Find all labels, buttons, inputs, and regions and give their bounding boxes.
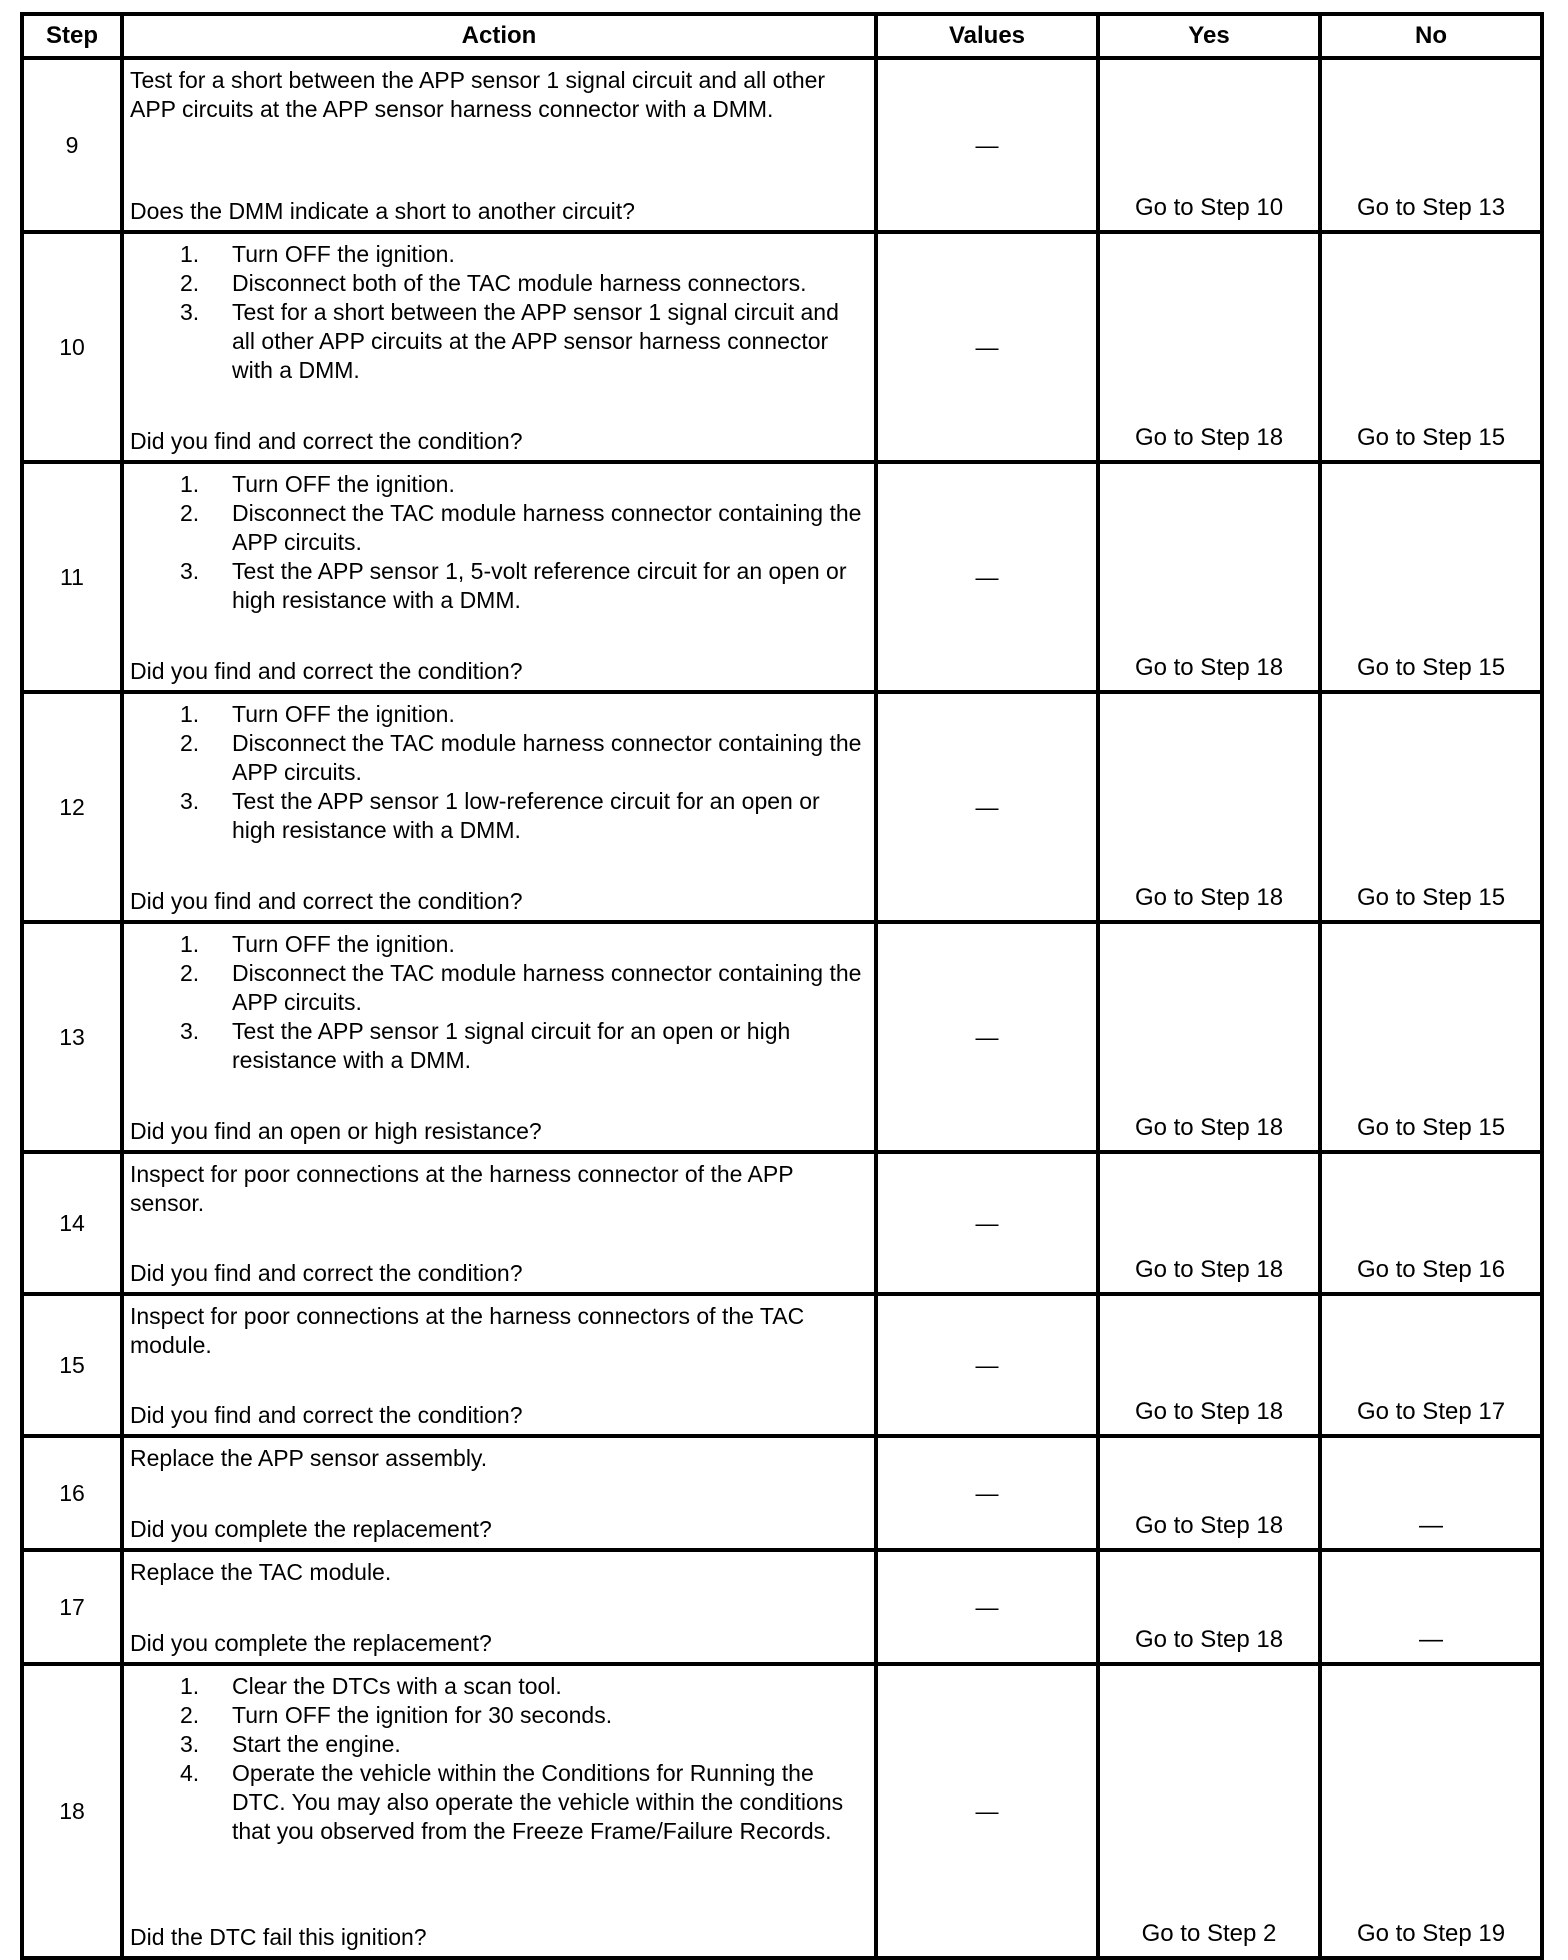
no-cell — [1320, 1436, 1542, 1550]
list-item-number: 1. — [180, 471, 200, 497]
action-cell — [122, 462, 876, 692]
list-item-number: 2. — [180, 1702, 200, 1728]
action-instruction: Replace the TAC module. — [130, 1559, 392, 1585]
list-item-number: 3. — [180, 1731, 200, 1757]
yes-cell — [1098, 1294, 1320, 1436]
list-item — [130, 1730, 868, 1759]
action-cell — [122, 1294, 876, 1436]
list-item-text: Turn OFF the ignition. — [232, 471, 455, 497]
list-item-number: 4. — [180, 1760, 200, 1786]
action-cell — [122, 1550, 876, 1664]
list-item-number: 1. — [180, 1673, 200, 1699]
no-cell — [1320, 58, 1542, 232]
yes-cell — [1098, 1664, 1320, 1958]
no-cell — [1320, 1152, 1542, 1294]
table-row — [22, 1436, 1542, 1550]
yes-action: Go to Step 18 — [1134, 1626, 1284, 1653]
values-cell: — — [876, 1436, 1098, 1550]
list-item — [130, 1672, 868, 1701]
action-steps-list — [130, 470, 868, 615]
action-instruction: Inspect for poor connections at the harness connectors of the TAC module. — [130, 1303, 805, 1358]
list-item-number: 2. — [180, 960, 200, 986]
list-item-number: 2. — [180, 730, 200, 756]
yes-action: Go to Step 18 — [1134, 1512, 1284, 1539]
table-row — [22, 1550, 1542, 1664]
table-row — [22, 462, 1542, 692]
list-item — [130, 729, 868, 787]
step-number: 12 — [22, 692, 122, 922]
header-values: Values — [876, 14, 1098, 58]
table-row — [22, 1152, 1542, 1294]
list-item — [130, 700, 868, 729]
list-item-text: Operate the vehicle within the Conditions for Running the DTC. You may also operate the vehicle within the conditions that you observed from the Freeze Frame/Failure Records. — [232, 1760, 844, 1844]
header-action: Action — [122, 14, 876, 58]
step-number: 16 — [22, 1436, 122, 1550]
action-steps-list — [130, 1672, 868, 1846]
action-question: Does the DMM indicate a short to another circuit? — [130, 198, 635, 224]
list-item — [130, 787, 868, 845]
list-item-text: Test the APP sensor 1 signal circuit for an open or high resistance with a DMM. — [232, 1018, 791, 1073]
no-action: Go to Step 19 — [1356, 1920, 1506, 1947]
list-item-number: 3. — [180, 788, 200, 814]
table-row — [22, 922, 1542, 1152]
yes-cell — [1098, 232, 1320, 462]
table-row — [22, 692, 1542, 922]
yes-action: Go to Step 18 — [1134, 1256, 1284, 1283]
yes-cell — [1098, 58, 1320, 232]
table-row — [22, 232, 1542, 462]
table-row — [22, 1664, 1542, 1958]
yes-cell — [1098, 1550, 1320, 1664]
action-instruction: Replace the APP sensor assembly. — [130, 1445, 488, 1471]
step-number: 9 — [22, 58, 122, 232]
no-action: Go to Step 13 — [1356, 194, 1506, 221]
yes-cell — [1098, 1436, 1320, 1550]
table-row — [22, 58, 1542, 232]
list-item — [130, 499, 868, 557]
list-item-number: 1. — [180, 931, 200, 957]
values-cell: — — [876, 1550, 1098, 1664]
yes-action: Go to Step 18 — [1134, 1398, 1284, 1425]
action-cell — [122, 1152, 876, 1294]
no-action: Go to Step 15 — [1356, 1114, 1506, 1141]
values-cell: — — [876, 232, 1098, 462]
list-item-text: Turn OFF the ignition. — [232, 931, 455, 957]
action-question: Did you complete the replacement? — [130, 1516, 492, 1542]
list-item-number: 3. — [180, 558, 200, 584]
header-no: No — [1320, 14, 1542, 58]
values-cell: — — [876, 1664, 1098, 1958]
action-cell — [122, 58, 876, 232]
diagnostic-table — [20, 12, 1544, 1960]
list-item-text: Start the engine. — [232, 1731, 401, 1757]
no-cell — [1320, 922, 1542, 1152]
list-item-number: 3. — [180, 299, 200, 325]
values-cell: — — [876, 922, 1098, 1152]
list-item — [130, 557, 868, 615]
list-item — [130, 1017, 868, 1075]
action-cell — [122, 922, 876, 1152]
no-cell — [1320, 1550, 1542, 1664]
action-cell — [122, 692, 876, 922]
no-cell — [1320, 692, 1542, 922]
list-item — [130, 269, 868, 298]
no-action: — — [1419, 1626, 1443, 1653]
list-item-text: Test the APP sensor 1, 5-volt reference circuit for an open or high resistance with a DMM. — [232, 558, 847, 613]
yes-cell — [1098, 462, 1320, 692]
no-action: Go to Step 17 — [1356, 1398, 1506, 1425]
list-item-text: Disconnect the TAC module harness connector containing the APP circuits. — [232, 960, 862, 1015]
action-question: Did you find and correct the condition? — [130, 888, 523, 914]
header-row — [22, 14, 1542, 58]
list-item — [130, 1701, 868, 1730]
step-number: 10 — [22, 232, 122, 462]
yes-cell — [1098, 692, 1320, 922]
step-number: 13 — [22, 922, 122, 1152]
action-steps-list — [130, 700, 868, 845]
action-instruction: Inspect for poor connections at the harness connector of the APP sensor. — [130, 1161, 794, 1216]
yes-cell — [1098, 922, 1320, 1152]
list-item-text: Turn OFF the ignition. — [232, 701, 455, 727]
action-cell — [122, 1436, 876, 1550]
list-item — [130, 470, 868, 499]
list-item-text: Turn OFF the ignition for 30 seconds. — [232, 1702, 613, 1728]
no-action: Go to Step 15 — [1356, 884, 1506, 911]
yes-action: Go to Step 18 — [1134, 1114, 1284, 1141]
no-cell — [1320, 1294, 1542, 1436]
yes-action: Go to Step 18 — [1134, 654, 1284, 681]
list-item-text: Test for a short between the APP sensor 1 signal circuit and all other APP circuits at the APP sensor harness connector with a DMM. — [232, 299, 839, 383]
yes-action: Go to Step 10 — [1134, 194, 1284, 221]
step-number: 17 — [22, 1550, 122, 1664]
no-cell — [1320, 232, 1542, 462]
step-number: 15 — [22, 1294, 122, 1436]
list-item-number: 2. — [180, 270, 200, 296]
action-question: Did the DTC fail this ignition? — [130, 1924, 427, 1950]
list-item-text: Disconnect the TAC module harness connector containing the APP circuits. — [232, 500, 862, 555]
action-question: Did you find and correct the condition? — [130, 428, 523, 454]
step-number: 18 — [22, 1664, 122, 1958]
list-item-number: 1. — [180, 701, 200, 727]
no-action: — — [1419, 1512, 1443, 1539]
yes-action: Go to Step 2 — [1141, 1920, 1277, 1947]
action-question: Did you find an open or high resistance? — [130, 1118, 542, 1144]
table-row — [22, 1294, 1542, 1436]
step-number: 11 — [22, 462, 122, 692]
list-item — [130, 240, 868, 269]
values-cell: — — [876, 462, 1098, 692]
step-number: 14 — [22, 1152, 122, 1294]
header-step: Step — [22, 14, 122, 58]
list-item-text: Test the APP sensor 1 low-reference circuit for an open or high resistance with a DMM. — [232, 788, 820, 843]
values-cell: — — [876, 1152, 1098, 1294]
no-action: Go to Step 16 — [1356, 1256, 1506, 1283]
list-item-text: Disconnect the TAC module harness connector containing the APP circuits. — [232, 730, 862, 785]
list-item-number: 2. — [180, 500, 200, 526]
action-steps-list — [130, 930, 868, 1075]
list-item — [130, 959, 868, 1017]
action-instruction: Test for a short between the APP sensor 1 signal circuit and all other APP circuits at the APP sensor harness connector with a DMM. — [130, 67, 826, 122]
action-question: Did you complete the replacement? — [130, 1630, 492, 1656]
yes-action: Go to Step 18 — [1134, 424, 1284, 451]
action-question: Did you find and correct the condition? — [130, 1260, 523, 1286]
list-item — [130, 1759, 868, 1846]
action-question: Did you find and correct the condition? — [130, 1402, 523, 1428]
yes-action: Go to Step 18 — [1134, 884, 1284, 911]
action-cell — [122, 1664, 876, 1958]
list-item-number: 3. — [180, 1018, 200, 1044]
no-cell — [1320, 462, 1542, 692]
list-item — [130, 298, 868, 385]
values-cell: — — [876, 58, 1098, 232]
list-item — [130, 930, 868, 959]
yes-cell — [1098, 1152, 1320, 1294]
list-item-text: Clear the DTCs with a scan tool. — [232, 1673, 562, 1699]
values-cell: — — [876, 1294, 1098, 1436]
action-steps-list — [130, 240, 868, 385]
header-yes: Yes — [1098, 14, 1320, 58]
values-cell: — — [876, 692, 1098, 922]
action-question: Did you find and correct the condition? — [130, 658, 523, 684]
action-cell — [122, 232, 876, 462]
list-item-text: Disconnect both of the TAC module harness connectors. — [232, 270, 807, 296]
no-cell — [1320, 1664, 1542, 1958]
no-action: Go to Step 15 — [1356, 654, 1506, 681]
list-item-text: Turn OFF the ignition. — [232, 241, 455, 267]
list-item-number: 1. — [180, 241, 200, 267]
no-action: Go to Step 15 — [1356, 424, 1506, 451]
